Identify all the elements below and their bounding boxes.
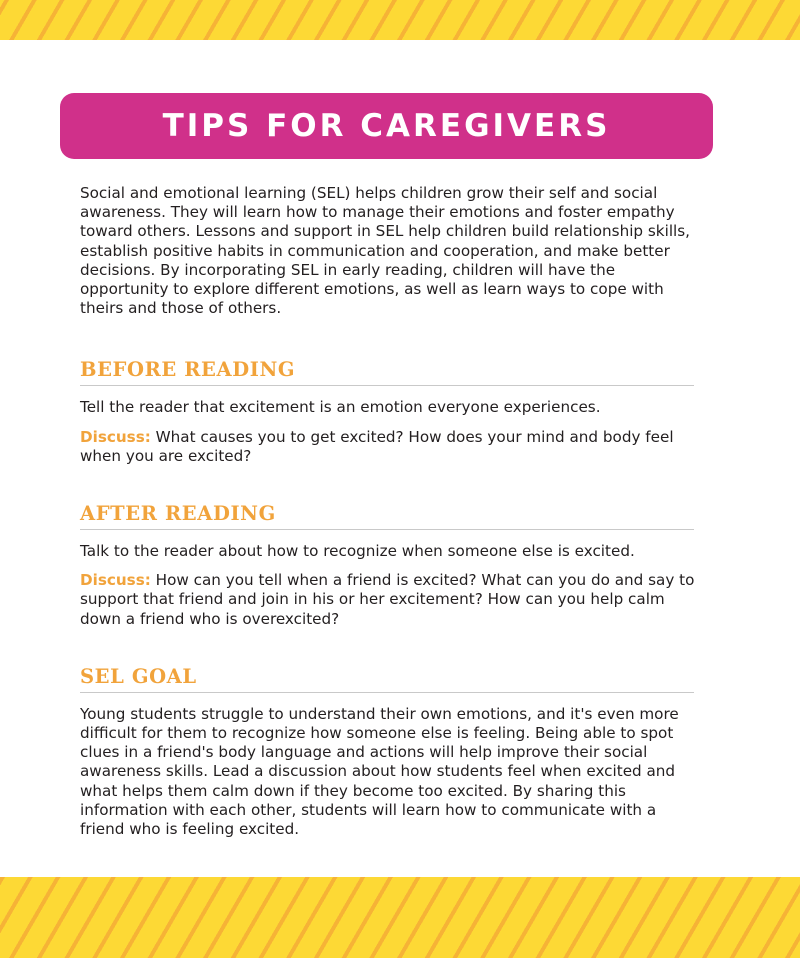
before-reading-discuss [80, 428, 700, 466]
discuss-text: How can you tell when a friend is excited? What can you do and say to support that friend and join in his or her excitement? How can you help calm down a friend who is overexcited? [80, 571, 695, 628]
discuss-label: Discuss: [80, 427, 151, 446]
after-reading-discuss [80, 571, 700, 629]
discuss-label: Discuss: [80, 571, 151, 590]
before-reading-text: Tell the reader that excitement is an emotion everyone experiences. [80, 398, 601, 417]
before-reading-section [80, 358, 700, 466]
discuss-text: What causes you to get excited? How does your mind and body feel when you are excited? [80, 427, 674, 465]
after-reading-section [80, 502, 700, 629]
title-banner [60, 93, 713, 159]
before-reading-heading: BEFORE READING [80, 358, 694, 386]
main-content [80, 184, 700, 839]
after-reading-heading: AFTER READING [80, 502, 694, 530]
sel-goal-heading: SEL GOAL [80, 665, 694, 693]
page-title: TIPS FOR CAREGIVERS [162, 108, 611, 144]
sel-goal-section [80, 665, 700, 839]
top-decorative-band [0, 0, 800, 40]
bottom-decorative-band [0, 877, 800, 958]
sel-goal-text: Young students struggle to understand their own emotions, and it's even more difficult for them to recognize how someone else is feeling. Being able to spot clues in a friend's body language and actions will help improve their social awareness skills. Lead a discussion about how students feel when excited and what helps them calm down if they become too excited. By sharing this information with each other, students will learn how to communicate with a friend who is feeling excited. [80, 704, 679, 839]
after-reading-text: Talk to the reader about how to recognize when someone else is excited. [80, 542, 635, 561]
intro-paragraph: Social and emotional learning (SEL) helps children grow their self and social awareness. They will learn how to manage their emotions and foster empathy toward others. Lessons and support in SEL help children build relationship skills, establish positive habits in communication and cooperation, and make better decisions. By incorporating SEL in early reading, children will have the opportunity to explore different emotions, as well as learn ways to cope with theirs and those of others. [80, 184, 691, 318]
